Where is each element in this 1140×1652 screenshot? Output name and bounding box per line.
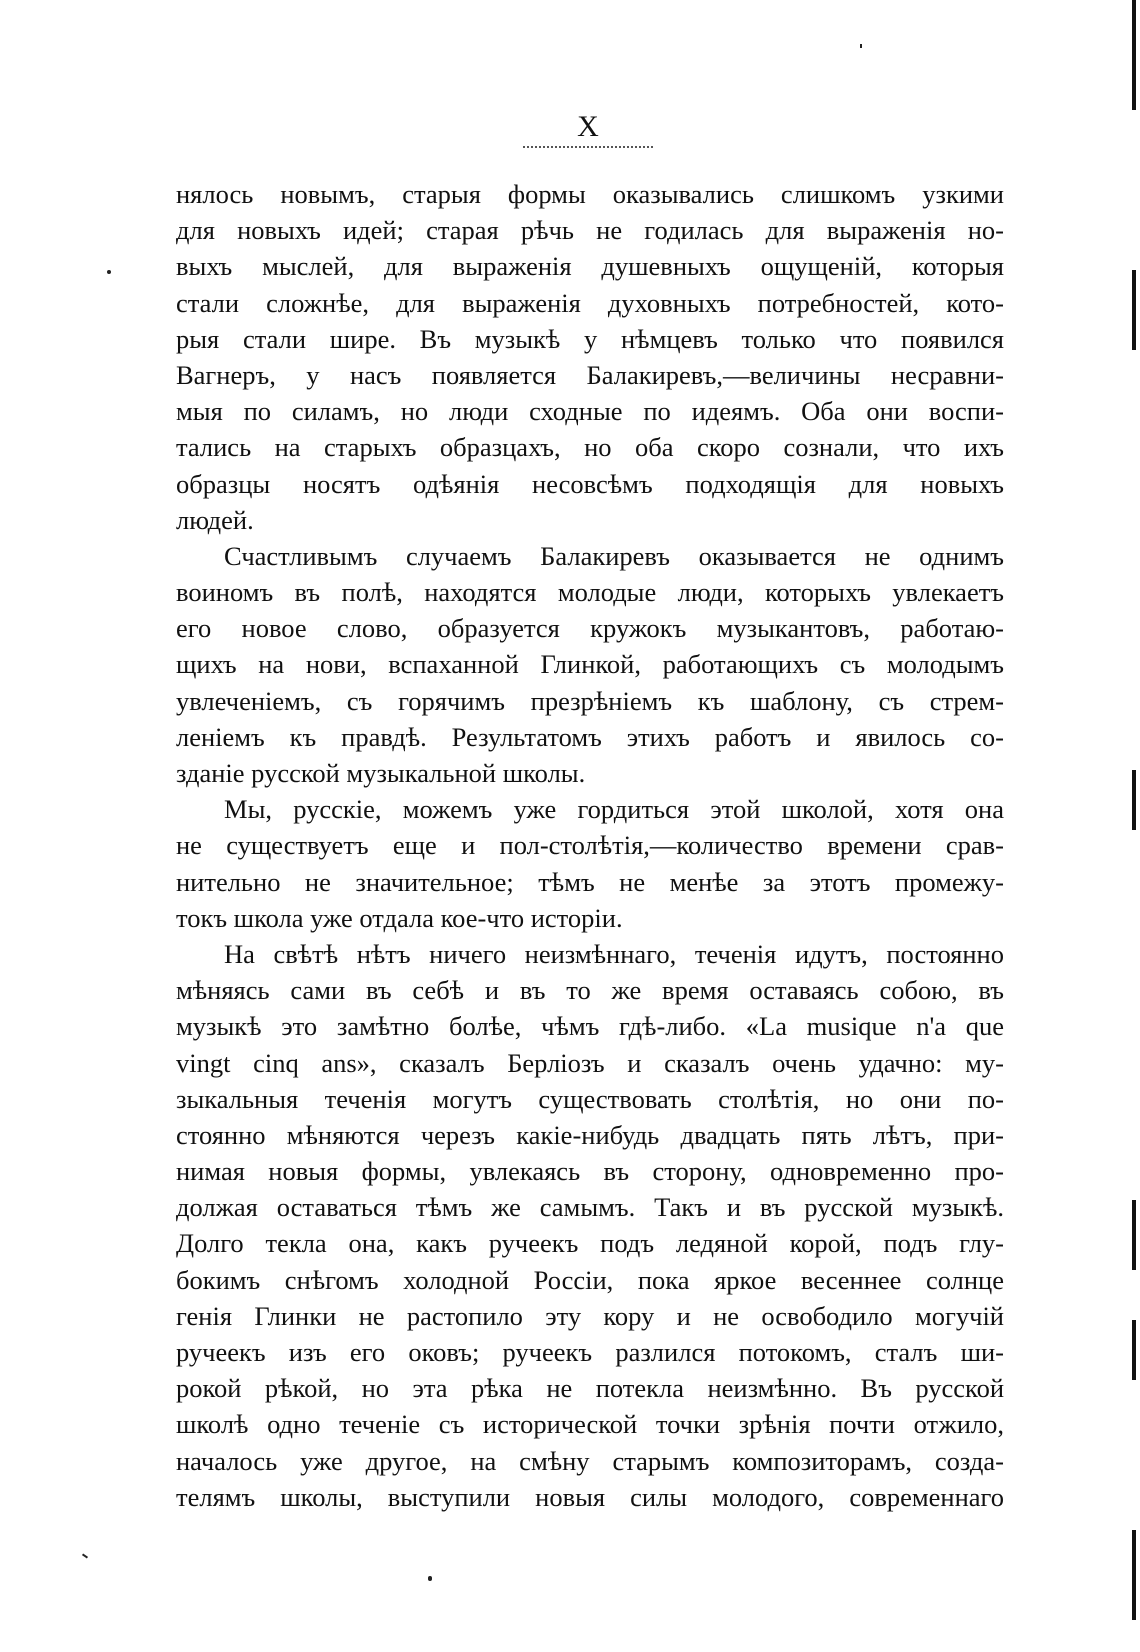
paragraph [176, 936, 1004, 1515]
text-line: людей. [176, 504, 254, 535]
text-line: началось уже другое, на смѣну старымъ композиторамъ, созда- [176, 1445, 1004, 1476]
text-line: зданіе русской музыкальной школы. [176, 758, 586, 788]
text-line: щихъ на нови, вспаханной Глинкой, работающихъ съ молодымъ [176, 649, 1004, 680]
text-line: нительно не значительное; тѣмъ не менѣе за этотъ промежу- [176, 866, 1004, 897]
page-edge-mark [1132, 1200, 1136, 1270]
text-line: рокой рѣкой, но эта рѣка не потекла неизмѣнно. Въ русской [176, 1373, 1004, 1404]
text-line: воиномъ въ полѣ, находятся молодые люди, которыхъ увлекаетъ [176, 577, 1004, 608]
margin-speck [82, 1553, 88, 1558]
text-line: стоянно мѣняются черезъ какіе-нибудь двадцать пять лѣтъ, при- [176, 1119, 1004, 1150]
text-line: ручеекъ изъ его оковъ; ручеекъ разлился потокомъ, сталъ ши- [176, 1337, 1004, 1367]
text-line: музыкѣ это замѣтно болѣе, чѣмъ гдѣ-либо. «La musique n'a que [176, 1011, 1004, 1042]
text-line: Долго текла она, какъ ручеекъ подъ ледяной корой, подъ глу- [176, 1228, 1004, 1259]
body-text [176, 176, 1004, 1515]
paragraph [176, 791, 1004, 936]
text-line: генія Глинки не растопило эту кору и не освободило могучій [176, 1300, 1004, 1331]
text-line: зыкальныя теченія могутъ существовать столѣтія, но они по- [176, 1083, 1004, 1114]
paragraph [176, 176, 1004, 538]
text-line: тались на старыхъ образцахъ, но оба скоро сознали, что ихъ [176, 432, 1004, 463]
text-line: не существуетъ еще и пол-столѣтія,—количество времени срав- [176, 830, 1004, 861]
text-line: vingt cinq ans», сказалъ Берліозъ и сказалъ очень удачно: му- [176, 1047, 1004, 1078]
text-line: Вагнеръ, у насъ появляется Балакиревъ,—величины несравни- [176, 359, 1004, 390]
text-line: стали сложнѣе, для выраженія духовныхъ потребностей, кото- [176, 287, 1004, 318]
text-line: школѣ одно теченіе съ исторической точки зрѣнія почти отжило, [176, 1409, 1004, 1440]
page-number: X [577, 110, 599, 143]
running-head [523, 110, 653, 148]
text-line: должая оставаться тѣмъ же самымъ. Такъ и въ русской музыкѣ. [176, 1192, 1004, 1223]
page-edge-mark [1132, 1320, 1136, 1380]
paragraph [176, 538, 1004, 791]
page-edge-mark [1132, 0, 1136, 110]
page-edge-mark [1132, 770, 1136, 830]
text-line: токъ школа уже отдала кое-что исторіи. [176, 902, 623, 933]
text-line: бокимъ снѣгомъ холодной Россіи, пока яркое весеннее солнце [176, 1264, 1004, 1295]
text-line: телямъ школы, выступили новыя силы молодого, современнаго [176, 1481, 1004, 1512]
text-line: нимая новыя формы, увлекаясь въ сторону, одновременно про- [176, 1156, 1004, 1187]
text-line: рыя стали шире. Въ музыкѣ у нѣмцевъ только что появился [176, 323, 1004, 354]
margin-speck [860, 44, 862, 48]
margin-speck [107, 270, 111, 274]
text-line: нялось новымъ, старыя формы оказывались слишкомъ узкими [176, 179, 1004, 209]
text-line: Счастливымъ случаемъ Балакиревъ оказывается не однимъ [224, 540, 1004, 571]
page-edge-mark [1132, 270, 1136, 350]
text-line: На свѣтѣ нѣтъ ничего неизмѣннаго, теченія идутъ, постоянно [224, 938, 1004, 969]
text-line: образцы носятъ одѣянія несовсѣмъ подходящія для новыхъ [176, 468, 1004, 499]
text-line: Мы, русскіе, можемъ уже гордиться этой школой, хотя она [224, 794, 1004, 825]
dotted-rule [523, 146, 653, 148]
text-line: его новое слово, образуется кружокъ музыкантовъ, работаю- [176, 613, 1004, 644]
margin-speck [428, 1576, 432, 1581]
text-line: увлеченіемъ, съ горячимъ презрѣніемъ къ шаблону, съ стрем- [176, 685, 1004, 716]
page-edge-mark [1132, 1530, 1136, 1620]
text-line: для новыхъ идей; старая рѣчь не годилась для выраженія но- [176, 215, 1004, 246]
text-line: выхъ мыслей, для выраженія душевныхъ ощущеній, которыя [176, 251, 1004, 282]
text-line: мыя по силамъ, но люди сходные по идеямъ. Оба они воспи- [176, 396, 1004, 427]
text-line: леніемъ къ правдѣ. Результатомъ этихъ работъ и явилось со- [176, 721, 1004, 752]
text-line: мѣняясь сами въ себѣ и въ то же время оставаясь собою, въ [176, 975, 1004, 1006]
